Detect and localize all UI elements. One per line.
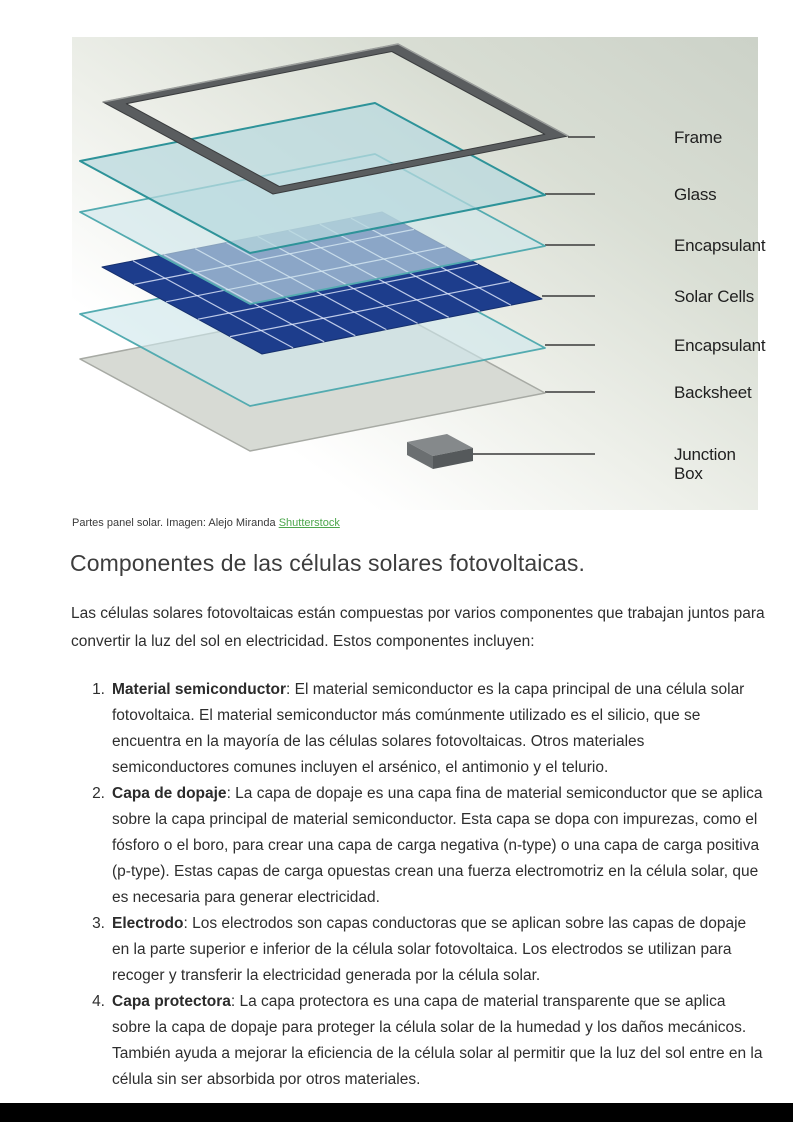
- components-list: [72, 677, 764, 1093]
- image-caption: [72, 517, 340, 529]
- diagram-label-junction-box: Junction Box: [674, 445, 736, 483]
- list-item: [72, 989, 764, 1093]
- diagram-label-encapsulant-1: Encapsulant: [674, 236, 766, 255]
- diagram-label-encapsulant-2: Encapsulant: [674, 336, 766, 355]
- list-item-term: Electrodo: [112, 915, 184, 932]
- list-item-text: : La capa de dopaje es una capa fina de material semiconductor que se aplica sobre la capa principal de material semiconductor. Esta capa se dopa con impurezas, como el fósforo o el boro, para crear una capa de carga negativa (n-type) o una capa de carga positiva (p-type). Estas capas de carga opuestas crean una fuerza electromotriz en la célula solar, que es necesaria para generar electricidad.: [112, 785, 763, 906]
- solar-panel-diagram: [72, 37, 766, 510]
- diagram-label-glass: Glass: [674, 185, 717, 204]
- list-item: [72, 911, 764, 989]
- list-item-body: [112, 677, 764, 781]
- list-item-body: [112, 989, 764, 1093]
- list-item-number: 4.: [92, 993, 105, 1010]
- list-item-number: 2.: [92, 785, 105, 802]
- list-item-term: Capa protectora: [112, 993, 231, 1010]
- junction-box: [407, 434, 473, 469]
- list-item-body: [112, 781, 764, 911]
- diagram-label-backsheet: Backsheet: [674, 383, 752, 402]
- list-item-text: : Los electrodos son capas conductoras que se aplican sobre las capas de dopaje en la parte superior e inferior de la célula solar fotovoltaica. Los electrodos se utilizan para recoger y transferir la electricidad generada por la célula solar.: [112, 915, 747, 984]
- diagram-label-frame: Frame: [674, 128, 723, 147]
- caption-text: Partes panel solar. Imagen: Alejo Miranda: [72, 517, 279, 529]
- exploded-panel-illustration: [72, 37, 758, 510]
- diagram-label-solar-cells: Solar Cells: [674, 287, 754, 306]
- list-item: [72, 781, 764, 911]
- list-item-text: : La capa protectora es una capa de material transparente que se aplica sobre la capa de dopaje para proteger la célula solar de la humedad y los daños mecánicos. También ayuda a mejorar la eficiencia de la célula solar al permitir que la luz del sol entre en la célula sin ser absorbida por otros materiales.: [112, 993, 763, 1088]
- shutterstock-link[interactable]: Shutterstock: [278, 517, 340, 529]
- list-item-number: 3.: [92, 915, 105, 932]
- bottom-black-bar: [0, 1103, 793, 1122]
- list-item-term: Capa de dopaje: [112, 785, 227, 802]
- list-item-text: : El material semiconductor es la capa principal de una célula solar fotovoltaica. El material semiconductor más comúnmente utilizado es el silicio, que se encuentra en la mayoría de las células solares fotovoltaicas. Otros materiales semiconductores comunes incluyen el arsénico, el antimonio y el telurio.: [112, 681, 745, 776]
- list-item-number: 1.: [92, 681, 105, 698]
- intro-paragraph: Las células solares fotovoltaicas están compuestas por varios componentes que trabajan juntos para convertir la luz del sol en electricidad. Estos componentes incluyen:: [71, 605, 765, 650]
- section-heading: Componentes de las células solares fotovoltaicas.: [70, 550, 586, 576]
- list-item-term: Material semiconductor: [112, 681, 286, 698]
- list-item-body: [112, 911, 764, 989]
- list-item: [72, 677, 764, 781]
